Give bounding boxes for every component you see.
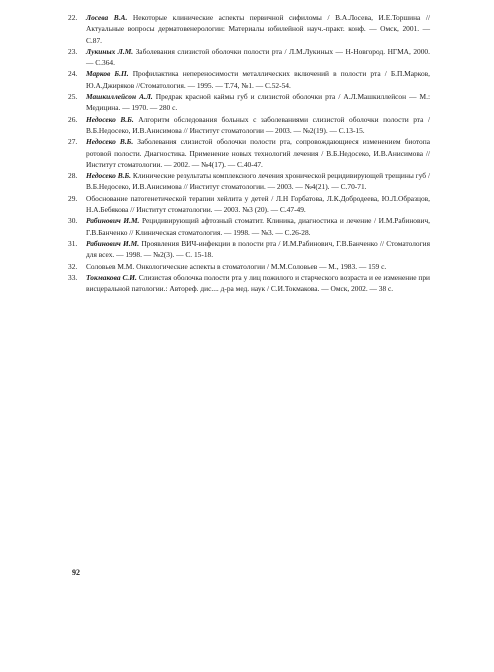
reference-author: Марков Б.П. <box>86 69 129 79</box>
reference-author: Недосеко В.Б. <box>86 137 134 147</box>
reference-number: 27. <box>68 137 78 147</box>
reference-item <box>68 170 430 193</box>
reference-author: Токмакова С.И. <box>86 272 137 282</box>
reference-text: Заболевания слизистой оболочки полости рта / Л.М.Лукиных — Н-Новгород. НГМА, 2000. — С.364. <box>86 46 430 68</box>
reference-number: 33. <box>68 272 78 282</box>
reference-item <box>68 46 430 69</box>
reference-author: Рабинович И.М. <box>86 238 140 248</box>
reference-number: 26. <box>68 114 78 124</box>
reference-item <box>68 238 430 261</box>
reference-number: 24. <box>68 69 78 79</box>
reference-text: Алгоритм обследования больных с заболеваниями слизистой оболочки полости рта / В.Б.Недосеко, И.В.Анисимова // Институт стоматологии — 2003. — №2(19). — С.13-15. <box>86 114 430 135</box>
reference-item <box>68 261 430 272</box>
reference-item <box>68 272 430 295</box>
reference-number: 32. <box>68 261 78 271</box>
reference-number: 28. <box>68 171 78 181</box>
reference-text: Обоснование патогенетической терапии хейлита у детей / Л.Н Горбатова, Л.К.Добродеева, Ю.Л.Образцов, Н.А.Бебякова // Институт стоматологии. — 2003. №3 (20). — С.47-49. <box>86 193 430 215</box>
reference-item <box>68 193 430 216</box>
reference-number: 29. <box>68 193 78 203</box>
page-number: 92 <box>72 568 80 577</box>
reference-item <box>68 114 430 137</box>
reference-text: Предрак красной каймы губ и слизистой оболочки рта / А.Л.Машкиллейсон — М.: Медицина. — 1970. — 280 с. <box>86 92 431 113</box>
reference-author: Рабинович И.М. <box>86 216 140 226</box>
reference-text: Профилактика непереносимости металлических включений в полости рта / Б.П.Марков, Ю.А.Джиряков //Стоматология. — 1995. — Т.74, №1. — С.52-54. <box>86 69 430 90</box>
reference-item <box>68 136 430 170</box>
reference-text: Соловьев М.М. Онкологические аспекты в стоматологии / М.М.Соловьев — М., 1983. — 159 с. <box>86 261 387 271</box>
reference-text: Слизистая оболочка полости рта у лиц пожилого и старческого возраста и ее изменение при висцеральной патологии.: Автореф. дис.... д-ра мед. наук / С.И.Токмакова. — Омск, 2002. — 38 с. <box>86 272 430 294</box>
reference-text: Заболевания слизистой оболочки полости рта, сопровождающиеся изменением биотопа ротовой полости. Диагностика. Применение новых технологий лечения / В.Б.Недосеко, И.В.Анисимова // Институт стоматологии. — 2002. — №4(17). — С.40-47. <box>86 137 430 169</box>
reference-author: Лосева В.А. <box>86 13 128 22</box>
reference-number: 25. <box>68 92 78 102</box>
reference-text: Проявления ВИЧ-инфекции в полости рта / И.М.Рабинович, Г.В.Банченко // Стоматология для всех. — 1998. — №2(3). — С. 15-18. <box>86 238 430 260</box>
reference-number: 23. <box>68 46 78 56</box>
reference-number: 30. <box>68 216 78 226</box>
reference-text: Рецидивирующий афтозный стоматит. Клиника, диагностика и лечение / И.М.Рабинович, Г.В.Банченко // Клиническая стоматология. — 1998. — №3. — С.26-28. <box>86 216 431 237</box>
reference-author: Машкиллейсон А.Л. <box>86 92 153 102</box>
reference-list <box>68 12 430 294</box>
reference-author: Лукиных Л.М. <box>86 46 134 56</box>
reference-text: Некоторые клинические аспекты первичной сифиломы / В.А.Лосева, И.Е.Торшина // Актуальные вопросы дерматовенерологии: Материалы юбилейной науч.-практ. конф. — Омск, 2001. — С.87. <box>86 13 430 45</box>
reference-author: Недосеко В.Б. <box>86 114 134 124</box>
reference-item <box>68 215 430 238</box>
reference-author: Недосеко В.Б. <box>86 171 132 181</box>
reference-item <box>68 12 430 46</box>
reference-text: Клинические результаты комплексного лечения хронической рецидивирующей трещины губ / В.Б.Недосеко, И.В.Анисимова // Институт стоматологии. — 2003. — №4(21). — С.70-71. <box>86 171 430 192</box>
reference-item <box>68 91 430 114</box>
reference-number: 22. <box>68 13 78 22</box>
reference-item <box>68 68 430 91</box>
reference-number: 31. <box>68 238 78 248</box>
